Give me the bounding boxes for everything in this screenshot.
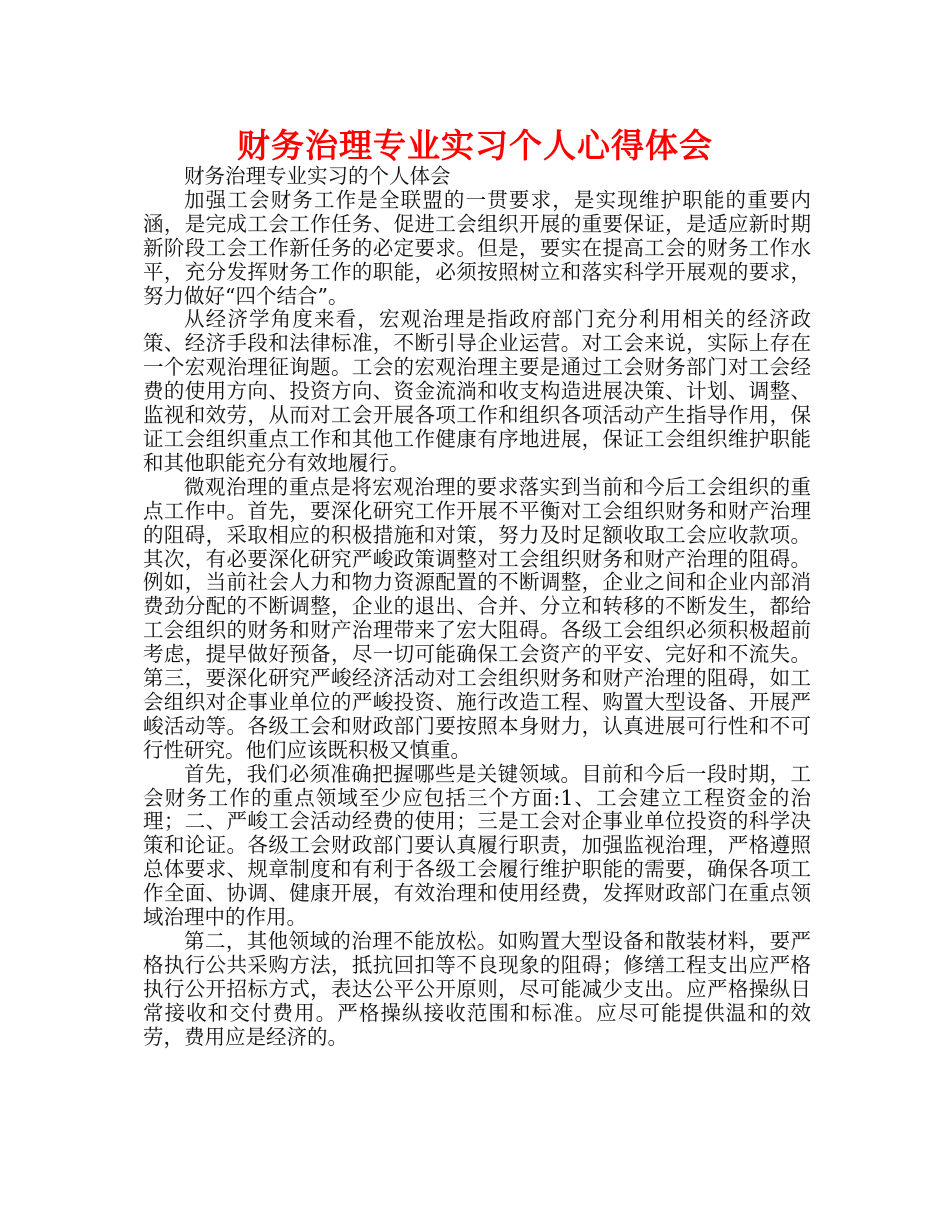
paragraph-4: 首先，我们必须准确把握哪些是关键领域。目前和今后一段时期，工会财务工作的重点领域至少应包括三个方面:1、工会建立工程资金的治理；二、严峻工会活动经费的使用；三是工会对企事业单位投资的科学决策和论证。各级工会财政部门要认真履行职责，加强监视治理，严格遵照总体要求、规章制度和有利于各级工会履行维护职能的需要，确保各项工作全面、协调、健康开展，有效治理和使用经费，发挥财政部门在重点领域治理中的作用。 xyxy=(143,761,811,930)
document-subtitle: 财务治理专业实习的个人体会 xyxy=(184,164,451,188)
document-title: 财务治理专业实习个人心得体会 xyxy=(237,126,713,165)
paragraph-2: 从经济学角度来看，宏观治理是指政府部门充分利用相关的经济政策、经济手段和法律标准，不断引导企业运营。对工会来说，实际上存在一个宏观治理征询题。工会的宏观治理主要是通过工会财务部门对工会经费的使用方向、投资方向、资金流淌和收支构造进展决策、计划、调整、监视和效劳，从而对工会开展各项工作和组织各项活动产生指导作用，保证工会组织重点工作和其他工作健康有序地进展，保证工会组织维护职能和其他职能充分有效地履行。 xyxy=(143,307,811,475)
paragraph-3: 微观治理的重点是将宏观治理的要求落实到当前和今后工会组织的重点工作中。首先，要深化研究工作开展不平衡对工会组织财务和财产治理的阻碍，采取相应的积极措施和对策，努力及时足额收取工会应收款项。其次，有必要深化研究严峻政策调整对工会组织财务和财产治理的阻碍。例如，当前社会人力和物力资源配置的不断调整，企业之间和企业内部消费劲分配的不断调整，企业的退出、合并、分立和转移的不断发生，都给工会组织的财务和财产治理带来了宏大阻碍。各级工会组织必须积极超前考虑，提早做好预备，尽一切可能确保工会资产的平安、完好和不流失。第三，要深化研究严峻经济活动对工会组织财务和财产治理的阻碍，如工会组织对企事业单位的严峻投资、施行改造工程、购置大型设备、开展严峻活动等。各级工会和财政部门要按照本身财力，认真进展可行性和不可行性研究。他们应该既积极又慎重。 xyxy=(143,474,811,762)
document-body xyxy=(143,165,811,1050)
paragraph-1: 加强工会财务工作是全联盟的一贯要求，是实现维护职能的重要内涵，是完成工会工作任务、促进工会组织开展的重要保证，是适应新时期新阶段工会工作新任务的必定要求。但是，要实在提高工会的财务工作水平，充分发挥财务工作的职能，必须按照树立和落实科学开展观的要求，努力做好“四个结合”。 xyxy=(143,187,811,308)
paragraph-5: 第二，其他领域的治理不能放松。如购置大型设备和散装材料，要严格执行公共采购方法，抵抗回扣等不良现象的阻碍；修缮工程支出应严格执行公开招标方式，表达公平公开原则，尽可能减少支出。应严格操纵日常接收和交付费用。严格操纵接收范围和标准。应尽可能提供温和的效劳，费用应是经济的。 xyxy=(143,929,811,1049)
